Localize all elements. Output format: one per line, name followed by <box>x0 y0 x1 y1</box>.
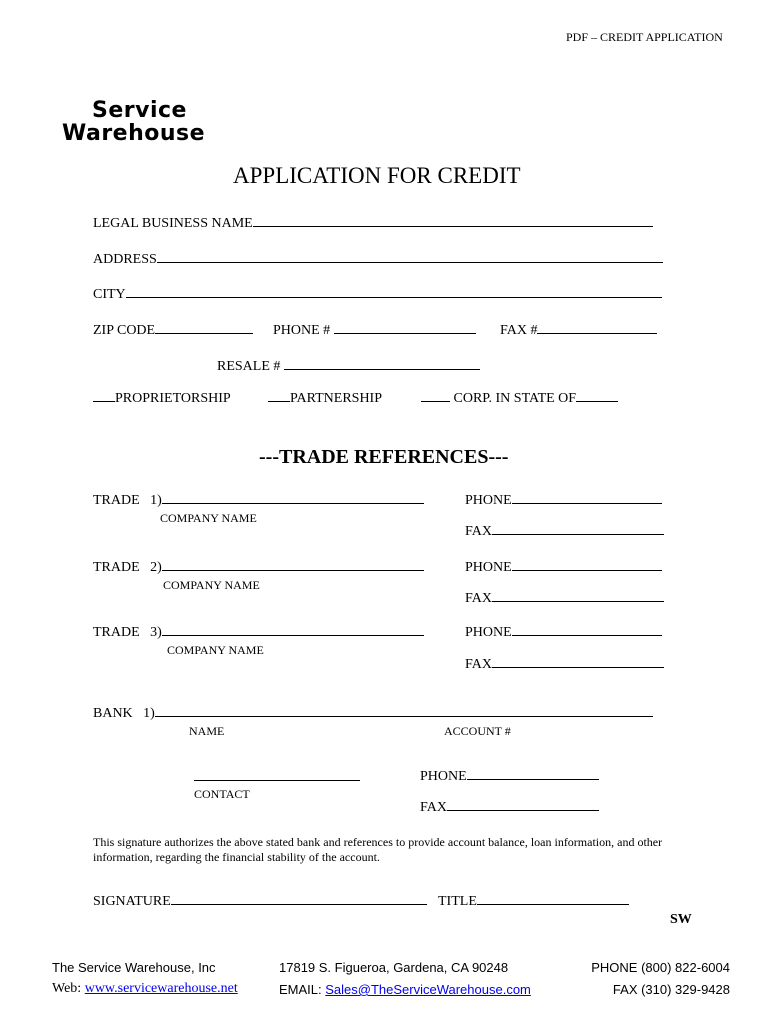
phone-field[interactable] <box>273 323 476 339</box>
fax-label: FAX # <box>500 323 538 338</box>
bank-contact-label: CONTACT <box>194 787 250 801</box>
city-field[interactable] <box>93 287 662 303</box>
proprietorship-label: PROPRIETORSHIP <box>115 391 231 406</box>
footer-email-link[interactable]: Sales@TheServiceWarehouse.com <box>325 982 531 997</box>
legal-business-name-field[interactable] <box>93 216 653 232</box>
trade-2-field[interactable] <box>93 560 424 576</box>
bank-contact-line[interactable] <box>194 779 360 781</box>
trade-2-line[interactable] <box>162 569 424 571</box>
corp-state-line[interactable] <box>576 400 618 402</box>
resale-field[interactable] <box>217 359 480 375</box>
footer-address: 17819 S. Figueroa, Gardena, CA 90248 <box>279 960 509 975</box>
proprietorship-check-line[interactable] <box>93 400 115 402</box>
trade-2-fax-line[interactable] <box>492 600 664 602</box>
trade-references-heading: ---TRADE REFERENCES--- <box>259 446 509 468</box>
bank-phone-field[interactable] <box>420 769 599 785</box>
trade-3-fax-field[interactable] <box>465 657 664 673</box>
bank-fax-field[interactable] <box>420 800 599 816</box>
trade-1-phone-field[interactable] <box>465 493 662 509</box>
footer-phone: PHONE (800) 822-6004 <box>591 960 730 975</box>
footer-email <box>279 982 531 997</box>
zip-code-label: ZIP CODE <box>93 323 156 338</box>
city-label: CITY <box>93 287 126 302</box>
title-label: TITLE <box>438 894 477 909</box>
legal-business-name-line[interactable] <box>253 225 653 227</box>
address-field[interactable] <box>93 252 663 268</box>
trade-3-phone-field[interactable] <box>465 625 662 641</box>
bank-fax-line[interactable] <box>447 809 599 811</box>
bank-name-label: NAME <box>189 724 225 738</box>
signature-label: SIGNATURE <box>93 894 171 909</box>
zip-code-field[interactable] <box>93 323 253 339</box>
footer-fax: FAX (310) 329-9428 <box>612 982 730 997</box>
fax-line[interactable] <box>537 332 657 334</box>
trade-1-line[interactable] <box>162 502 424 504</box>
authorization-text-line-1: This signature authorizes the above stated bank and references to provide account balance, loan information, and other <box>93 835 663 849</box>
address-line[interactable] <box>157 261 663 263</box>
address-label: ADDRESS <box>93 252 157 267</box>
trade-2-phone-label: PHONE <box>465 560 512 575</box>
trade-2-label: TRADE 2) <box>93 560 162 575</box>
footer-email-label: EMAIL: <box>279 982 326 997</box>
logo-line-1: Service <box>92 98 187 123</box>
header-label: PDF – CREDIT APPLICATION <box>566 30 723 44</box>
title-field[interactable] <box>438 894 629 910</box>
bank-phone-label: PHONE <box>420 769 467 784</box>
phone-line[interactable] <box>334 332 476 334</box>
bank-1-label: BANK 1) <box>93 706 155 721</box>
trade-1-company-name-label: COMPANY NAME <box>160 511 257 525</box>
corp-label: CORP. IN STATE OF <box>453 391 577 406</box>
bank-phone-line[interactable] <box>467 778 599 780</box>
trade-1-fax-label: FAX <box>465 524 492 539</box>
bank-1-field[interactable] <box>93 706 653 722</box>
signature-field[interactable] <box>93 894 427 910</box>
footer-web <box>52 981 238 997</box>
footer-company: The Service Warehouse, Inc <box>52 960 216 975</box>
corp-option[interactable] <box>421 391 618 407</box>
trade-1-phone-line[interactable] <box>512 502 662 504</box>
bank-account-label: ACCOUNT # <box>444 724 511 738</box>
trade-3-field[interactable] <box>93 625 424 641</box>
trade-3-phone-label: PHONE <box>465 625 512 640</box>
trade-2-phone-field[interactable] <box>465 560 662 576</box>
footer-web-label: Web: <box>52 981 85 996</box>
trade-3-label: TRADE 3) <box>93 625 162 640</box>
trade-3-phone-line[interactable] <box>512 634 662 636</box>
trade-1-label: TRADE 1) <box>93 493 162 508</box>
partnership-option[interactable] <box>268 391 382 407</box>
trade-1-fax-field[interactable] <box>465 524 664 540</box>
phone-label: PHONE # <box>273 323 331 338</box>
footer-web-link[interactable]: www.servicewarehouse.net <box>84 981 238 996</box>
signature-line[interactable] <box>171 903 427 905</box>
corp-check-line[interactable] <box>421 400 450 402</box>
legal-business-name-label: LEGAL BUSINESS NAME <box>93 216 253 231</box>
resale-label: RESALE # <box>217 359 281 374</box>
page-title: APPLICATION FOR CREDIT <box>233 163 521 188</box>
partnership-check-line[interactable] <box>268 400 290 402</box>
trade-3-line[interactable] <box>162 634 424 636</box>
trade-1-field[interactable] <box>93 493 424 509</box>
trade-3-fax-line[interactable] <box>492 666 664 668</box>
trade-2-fax-label: FAX <box>465 591 492 606</box>
partnership-label: PARTNERSHIP <box>290 391 383 406</box>
trade-1-fax-line[interactable] <box>492 533 664 535</box>
bank-1-line[interactable] <box>155 715 653 717</box>
trade-2-phone-line[interactable] <box>512 569 662 571</box>
initials: SW <box>670 912 692 927</box>
trade-2-fax-field[interactable] <box>465 591 664 607</box>
proprietorship-option[interactable] <box>93 391 231 407</box>
trade-3-company-name-label: COMPANY NAME <box>167 643 264 657</box>
bank-contact-field[interactable] <box>194 770 360 786</box>
trade-1-phone-label: PHONE <box>465 493 512 508</box>
city-line[interactable] <box>126 296 662 298</box>
trade-3-fax-label: FAX <box>465 657 492 672</box>
fax-field[interactable] <box>500 323 657 339</box>
zip-code-line[interactable] <box>155 332 253 334</box>
resale-line[interactable] <box>284 368 480 370</box>
trade-2-company-name-label: COMPANY NAME <box>163 578 260 592</box>
logo-line-2: Warehouse <box>62 121 206 146</box>
bank-fax-label: FAX <box>420 800 447 815</box>
title-line[interactable] <box>477 903 629 905</box>
authorization-text-line-2: information, regarding the financial stability of the account. <box>93 850 380 864</box>
